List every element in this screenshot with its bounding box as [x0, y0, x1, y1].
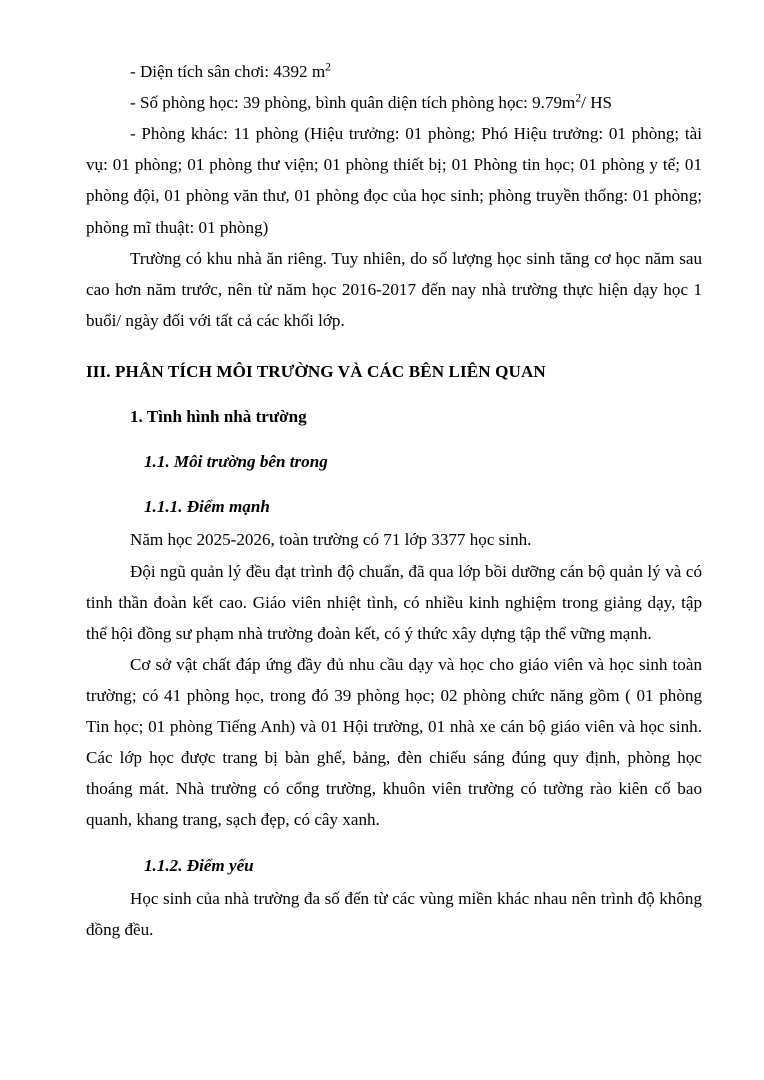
- bullet-phong-hoc-text-after: / HS: [581, 93, 613, 113]
- bullet-phong-hoc: [86, 87, 702, 118]
- document-body: [86, 56, 702, 945]
- heading-section-iii: III. PHÂN TÍCH MÔI TRƯỜNG VÀ CÁC BÊN LIÊN QUAN: [86, 361, 546, 381]
- para-nha-an: Trường có khu nhà ăn riêng. Tuy nhiên, do số lượng học sinh tăng cơ học năm sau cao hơn năm trước, nên từ năm học 2016-2017 đến nay nhà trường thực hiện dạy học 1 buổi/ ngày đối với tất cả các khối lớp.: [86, 248, 702, 330]
- bullet-san-choi-superscript: 2: [325, 60, 331, 74]
- para-doi-ngu-quan-ly: Đội ngũ quản lý đều đạt trình độ chuẩn, đã qua lớp bồi dưỡng cán bộ quản lý và có tinh thần đoàn kết cao. Giáo viên nhiệt tình, có nhiều kinh nghiệm trong giảng dạy, tập thể hội đồng sư phạm nhà trường đoàn kết, có ý thức xây dựng tập thể vững mạnh.: [86, 561, 702, 643]
- para-nam-hoc: Năm học 2025-2026, toàn trường có 71 lớp 3377 học sinh.: [130, 530, 532, 550]
- bullet-san-choi: [86, 56, 702, 87]
- para-co-so-vat-chat: Cơ sở vật chất đáp ứng đầy đủ nhu cầu dạy và học cho giáo viên và học sinh toàn trường; có 41 phòng học, trong đó 39 phòng học; 02 phòng chức năng gồm ( 01 phòng Tin học; 01 phòng Tiếng Anh) và 01 Hội trường, 01 nhà xe cán bộ giáo viên và học sinh. Các lớp học được trang bị bàn ghế, bảng, đèn chiếu sáng đúng quy định, phòng học thoáng mát. Nhà trường có cổng trường, khuôn viên trường có tường rào kiên cố bao quanh, khang trang, sạch đẹp, có cây xanh.: [86, 654, 702, 830]
- heading-1-tinh-hinh-nha-truong: 1. Tình hình nhà trường: [130, 407, 307, 427]
- bullet-phong-hoc-superscript: 2: [575, 91, 582, 105]
- bullet-phong-khac: - Phòng khác: 11 phòng (Hiệu trưởng: 01 phòng; Phó Hiệu trưởng: 01 phòng; tài vụ: 01 phòng; 01 phòng thư viện; 01 phòng thiết bị; 01 Phòng tin học; 01 phòng y tế; 01 phòng đội, 01 phòng văn thư, 01 phòng đọc của học sinh; phòng truyền thống: 01 phòng; phòng mĩ thuật: 01 phòng): [86, 124, 702, 237]
- heading-1-1-2-diem-yeu: 1.1.2. Điểm yếu: [144, 855, 254, 875]
- heading-1-1-1-diem-manh: 1.1.1. Điểm mạnh: [144, 497, 270, 517]
- bullet-san-choi-text-before: - Diện tích sân chơi: 4392 m: [130, 62, 326, 81]
- para-hoc-sinh-trinh-do: Học sinh của nhà trường đa số đến từ các vùng miền khác nhau nên trình độ không đồng đều.: [86, 888, 702, 939]
- bullet-phong-hoc-text-before: - Số phòng học: 39 phòng, bình quân diện tích phòng học: 9.79m: [130, 93, 576, 113]
- heading-1-1-moi-truong-ben-trong: 1.1. Môi trường bên trong: [144, 452, 328, 472]
